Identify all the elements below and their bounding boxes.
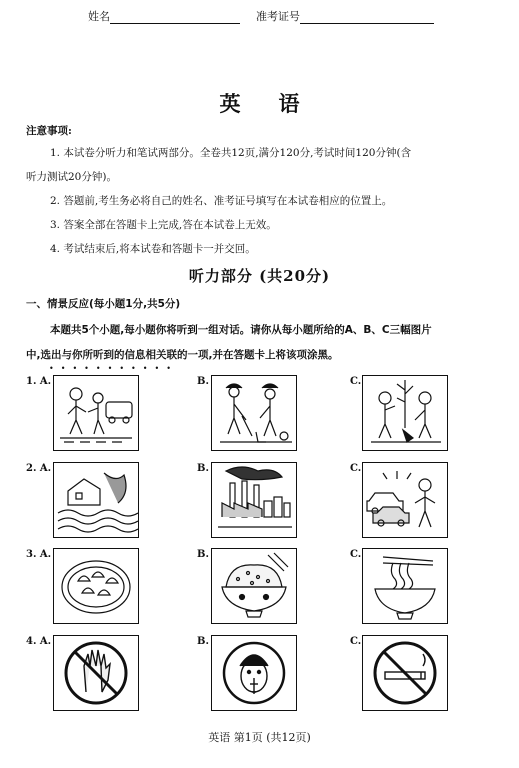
instructions-line-1: 本题共5个小题,每小题你将听到一组对话。请你从每小题所给的A、B、C三幅图片 — [50, 324, 432, 336]
note-item-1: 1. 本试卷分听力和笔试两部分。全卷共12页,满分120分,考试时间120分钟(含 — [50, 147, 412, 159]
question-1-heading: 一、情景反应(每小题1分,共5分) — [26, 298, 181, 310]
flood-landslide-icon — [53, 462, 139, 538]
item-4-label-c: C. — [350, 636, 362, 647]
exam-title: 英语 — [219, 91, 338, 116]
name-field — [88, 8, 240, 24]
item-2-label-c: C. — [350, 463, 362, 474]
note-item-1-cont: 听力测试20分钟)。 — [26, 171, 117, 183]
listening-section-title: 听力部分 (共20分) — [188, 267, 331, 285]
item-1-label-b: B. — [197, 376, 209, 387]
item-4-label-a: 4. A. — [26, 636, 52, 647]
item-1-label-c: C. — [350, 376, 362, 387]
note-item-3: 3. 答案全部在答题卡上完成,答在本试卷上无效。 — [50, 219, 277, 231]
exam-number-label: 准考证号 — [256, 10, 300, 23]
planting-trees-icon — [211, 375, 297, 451]
dumplings-plate-icon — [53, 548, 139, 624]
name-blank — [110, 13, 240, 24]
item-2-label-b: B. — [197, 463, 209, 474]
instructions-line-2: 中,选出与你所听到的信息相关联的一项,并在答题卡上将该项涂黑。 — [26, 349, 339, 361]
emphasis-dots: ••••••••••• — [49, 364, 178, 373]
item-3-label-b: B. — [197, 549, 209, 560]
no-touching-icon — [53, 635, 139, 711]
item-4-label-b: B. — [197, 636, 209, 647]
rice-bowl-icon — [211, 548, 297, 624]
exam-number-blank — [300, 13, 434, 24]
factory-pollution-icon — [211, 462, 297, 538]
notes-heading: 注意事项: — [26, 125, 72, 137]
page-footer: 英语 第1页 (共12页) — [208, 731, 311, 744]
note-item-2: 2. 答题前,考生务必将自己的姓名、准考证号填写在本试卷相应的位置上。 — [50, 195, 393, 207]
watering-plants-icon — [362, 375, 448, 451]
item-1-label-a: 1. A. — [26, 376, 52, 387]
note-item-4: 4. 考试结束后,将本试卷和答题卡一并交回。 — [50, 243, 256, 255]
crossing-street-icon — [53, 375, 139, 451]
noodles-bowl-icon — [362, 548, 448, 624]
name-label: 姓名 — [88, 10, 110, 23]
item-3-label-c: C. — [350, 549, 362, 560]
traffic-jam-icon — [362, 462, 448, 538]
exam-number-field — [256, 8, 434, 24]
no-smoking-icon — [362, 635, 448, 711]
item-3-label-a: 3. A. — [26, 549, 52, 560]
item-2-label-a: 2. A. — [26, 463, 52, 474]
keep-quiet-icon — [211, 635, 297, 711]
